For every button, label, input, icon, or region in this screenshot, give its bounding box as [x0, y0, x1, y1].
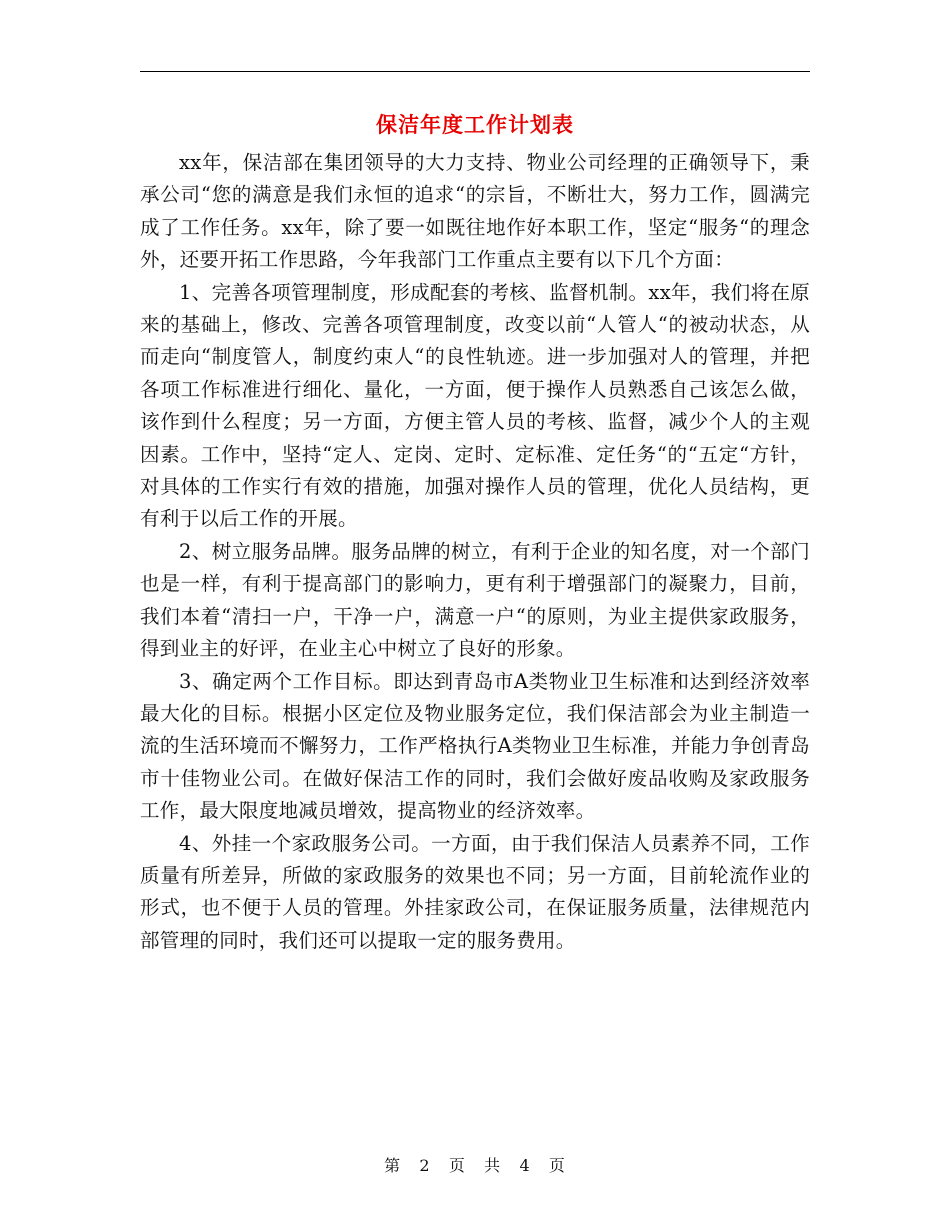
paragraph-intro: xx年，保洁部在集团领导的大力支持、物业公司经理的正确领导下，秉承公司“您的满意是我们永恒的追求“的宗旨，不断壮大，努力工作，圆满完成了工作任务。xx年，除了要一如既往地作好本职工作，坚定“服务“的理念外，还要开拓工作思路，今年我部门工作重点主要有以下几个方面：: [140, 151, 810, 272]
document-title: 保洁年度工作计划表: [376, 112, 574, 137]
footer-label-total: 共: [484, 1156, 502, 1175]
paragraph-item-4: 4、外挂一个家政服务公司。一方面，由于我们保洁人员素养不同，工作质量有所差异，所做的家政服务的效果也不同；另一方面，目前轮流作业的形式，也不便于人员的管理。外挂家政公司，在保证服务质量，法律规范内部管理的同时，我们还可以提取一定的服务费用。: [140, 831, 810, 952]
footer-current-page: 2: [419, 1156, 431, 1175]
page-footer: [0, 1154, 950, 1178]
header-rule: [140, 71, 810, 72]
footer-label-unit-end: 页: [548, 1156, 566, 1175]
paragraph-item-1: 1、完善各项管理制度，形成配套的考核、监督机制。xx年，我们将在原来的基础上，修改、完善各项管理制度，改变以前“人管人“的被动状态，从而走向“制度管人，制度约束人“的良性轨迹。进一步加强对人的管理，并把各项工作标准进行细化、量化，一方面，便于操作人员熟悉自己该怎么做，该作到什么程度；另一方面，方便主管人员的考核、监督，减少个人的主观因素。工作中，坚持“定人、定岗、定时、定标准、定任务“的“五定“方针，对具体的工作实行有效的措施，加强对操作人员的管理，优化人员结构，更有利于以后工作的开展。: [140, 280, 810, 531]
paragraph-item-2: 2、树立服务品牌。服务品牌的树立，有利于企业的知名度，对一个部门也是一样，有利于提高部门的影响力，更有利于增强部门的凝聚力，目前，我们本着“清扫一户，干净一户，满意一户“的原则，为业主提供家政服务，得到业主的好评，在业主心中树立了良好的形象。: [140, 539, 810, 661]
document-body: [140, 147, 810, 957]
paragraph-item-3: 3、确定两个工作目标。即达到青岛市A类物业卫生标准和达到经济效率最大化的目标。根据小区定位及物业服务定位，我们保洁部会为业主制造一流的生活环境而不懈努力，工作严格执行A类物业卫生标准，并能力争创青岛市十佳物业公司。在做好保洁工作的同时，我们会做好废品收购及家政服务工作，最大限度地减员增效，提高物业的经济效率。: [140, 669, 810, 823]
footer-label-page: 第: [384, 1156, 402, 1175]
footer-label-unit: 页: [448, 1156, 466, 1175]
footer-total-pages: 4: [519, 1156, 531, 1175]
